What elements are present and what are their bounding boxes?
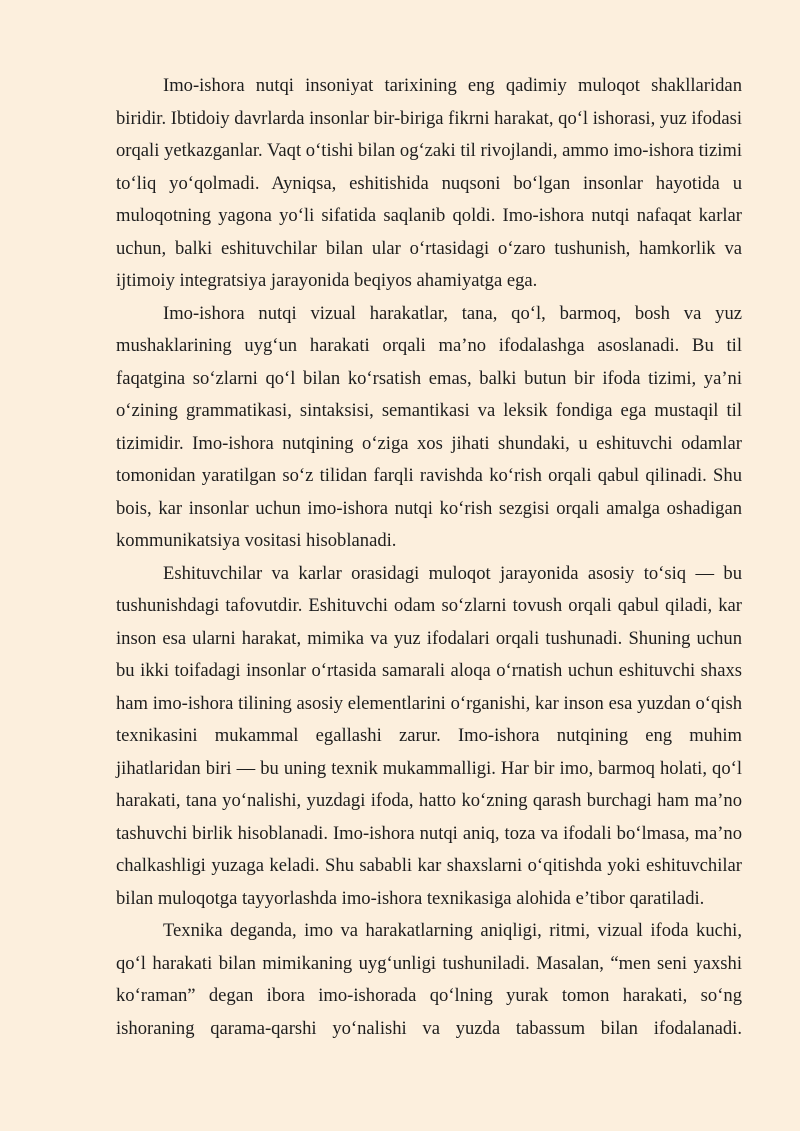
document-body [116,70,742,1045]
paragraph-4: Texnika deganda, imo va harakatlarning aniqligi, ritmi, vizual ifoda kuchi, qo‘l harakati bilan mimikaning uyg‘unligi tushuniladi. Masalan, “men seni yaxshi ko‘raman” degan ibora imo-ishorada qo‘lning yurak tomon harakati, so‘ng ishoraning qarama-qarshi yo‘nalishi va yuzda tabassum bilan ifodalanadi. [116,920,742,1039]
paragraph-3: Eshituvchilar va karlar orasidagi muloqot jarayonida asosiy to‘siq — bu tushunishdagi tafovutdir. Eshituvchi odam so‘zlarni tovush orqali qabul qiladi, kar inson esa ularni harakat, mimika va yuz ifodalari orqali tushunadi. Shuning uchun bu ikki toifadagi insonlar o‘rtasida samarali aloqa o‘rnatish uchun eshituvchi shaxs ham imo-ishora tilining asosiy elementlarini o‘rganishi, kar inson esa yuzdan o‘qish texnikasini mukammal egallashi zarur. Imo-ishora nutqining eng muhim jihatlaridan biri — bu uning texnik mukammalligi. Har bir imo, barmoq holati, qo‘l harakati, tana yo‘nalishi, yuzdagi ifoda, hatto ko‘zning qarash burchagi ham ma’no tashuvchi birlik hisoblanadi. Imo-ishora nutqi aniq, toza va ifodali bo‘lmasa, ma’no chalkashligi yuzaga keladi. Shu sababli kar shaxslarni o‘qitishda yoki eshituvchilar bilan muloqotga tayyorlashda imo-ishora texnikasiga alohida e’tibor qaratiladi. [116,562,742,909]
paragraph-1: Imo-ishora nutqi insoniyat tarixining eng qadimiy muloqot shakllaridan biridir. Ibtidoiy davrlarda insonlar bir-biriga fikrni harakat, qo‘l ishorasi, yuz ifodasi orqali yetkazganlar. Vaqt o‘tishi bilan og‘zaki til rivojlandi, ammo imo-ishora tizimi to‘liq yo‘qolmadi. Ayniqsa, eshitishida nuqsoni bo‘lgan insonlar hayotida u muloqotning yagona yo‘li sifatida saqlanib qoldi. Imo-ishora nutqi nafaqat karlar uchun, balki eshituvchilar bilan ular o‘rtasidagi o‘zaro tushunish, hamkorlik va ijtimoiy integratsiya jarayonida beqiyos ahamiyatga ega. [116,75,742,291]
paragraph-2: Imo-ishora nutqi vizual harakatlar, tana, qo‘l, barmoq, bosh va yuz mushaklarining uyg‘un harakati orqali ma’no ifodalashga asoslanadi. Bu til faqatgina so‘zlarni qo‘l bilan ko‘rsatish emas, balki butun bir ifoda tizimi, ya’ni o‘zining grammatikasi, sintaksisi, semantikasi va leksik fondiga ega mustaqil til tizimidir. Imo-ishora nutqining o‘ziga xos jihati shundaki, u eshituvchi odamlar tomonidan yaratilgan so‘z tilidan farqli ravishda ko‘rish orqali qabul qilinadi. Shu bois, kar insonlar uchun imo-ishora nutqi ko‘rish sezgisi orqali amalga oshadigan kommunikatsiya vositasi hisoblanadi. [116,302,742,551]
